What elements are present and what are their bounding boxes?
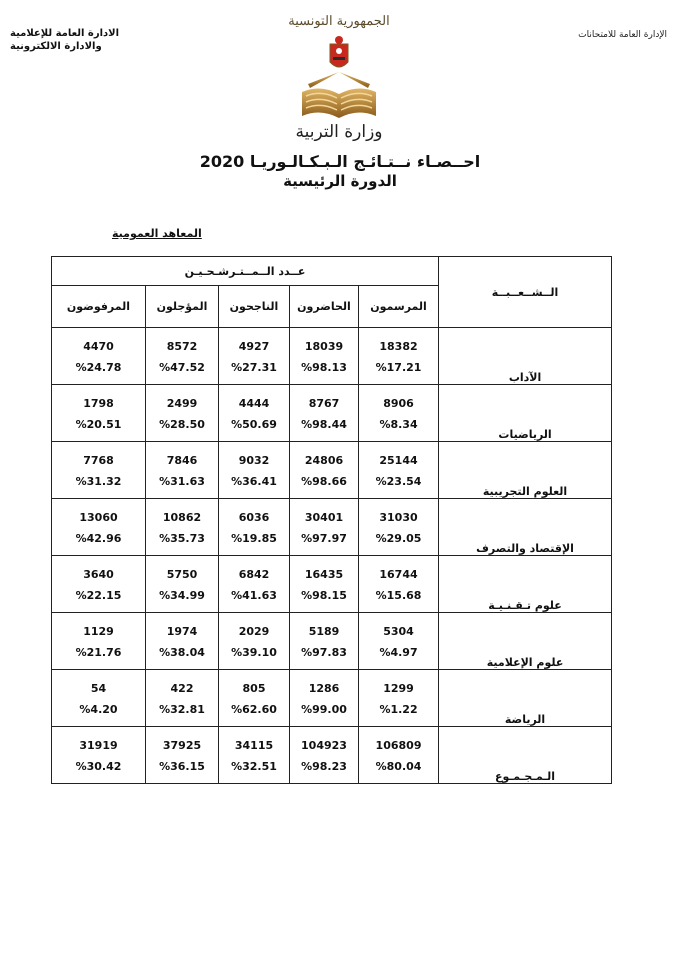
emblem-ministry-text: وزارة التربية [295,122,383,142]
branch-label: علوم الإعلامية [486,656,564,669]
cell-count: 18039 [304,340,344,353]
cell-percent: %98.23 [301,760,347,773]
cell-count: 16435 [304,568,344,581]
cell-count: 2499 [166,397,198,410]
branch-cell [439,556,612,613]
cell-percent: %4.20 [79,703,118,716]
cell-count: 6036 [238,511,270,524]
table-cell [219,499,290,556]
cell-count: 37925 [162,739,202,752]
cell-count: 1286 [308,682,340,695]
table-cell [52,556,146,613]
header-left [10,27,210,53]
header-left-line1: الادارة العامة للإعلامية [10,28,120,39]
cell-count: 31919 [79,739,118,752]
table-row [52,499,612,556]
column-header: المرفوضون [52,286,146,328]
section-label: المعاهد العمومية [112,227,202,240]
table-cell [219,385,290,442]
cell-percent: %97.97 [301,532,347,545]
ministry-emblem [288,14,390,142]
table-cell [146,556,219,613]
cell-count: 106809 [375,739,422,752]
cell-percent: %32.51 [231,760,277,773]
cell-percent: %99.00 [301,703,347,716]
cell-count: 1129 [83,625,114,638]
cell-percent: %21.76 [75,646,122,659]
column-header: المؤجلون [146,286,219,328]
table-cell [52,499,146,556]
branch-label: الآداب [508,371,542,384]
table-cell [146,670,219,727]
column-header: الحاضرون [290,286,359,328]
table-cell [359,385,439,442]
table-cell [52,328,146,385]
branch-label: الـمـجـمـوع [495,770,556,783]
cell-percent: %17.21 [375,361,422,374]
cell-percent: %47.52 [159,361,205,374]
branch-label: الرياضيات [498,428,552,441]
cell-percent: %31.63 [159,475,205,488]
cell-percent: %22.15 [75,589,122,602]
branch-cell [439,385,612,442]
cell-count: 8906 [383,397,414,410]
cell-percent: %98.15 [301,589,347,602]
branch-cell [439,499,612,556]
cell-count: 18382 [379,340,418,353]
table-cell [359,613,439,670]
table-cell [146,328,219,385]
cell-percent: %29.05 [375,532,422,545]
branch-label: الإقتصاد والتصرف [476,542,574,555]
table-row [52,556,612,613]
cell-count: 34115 [234,739,274,752]
column-header: الناجحون [219,286,290,328]
table-cell [290,613,359,670]
page-subtitle: الدورة الرئيسية [283,172,397,190]
cell-count: 8572 [166,340,198,353]
cell-count: 422 [170,682,194,695]
cell-count: 3640 [83,568,114,581]
cell-percent: %34.99 [159,589,205,602]
page-title: احــصـاء نــتـائـج الـبـكـالـوريـا 2020 [199,152,481,171]
cell-count: 4927 [238,340,270,353]
table-cell [146,613,219,670]
cell-percent: %38.04 [159,646,205,659]
cell-percent: %24.78 [75,361,122,374]
cell-percent: %36.15 [159,760,205,773]
group-header: عــدد الــمــتـرشـحـيـن [52,257,439,286]
branch-cell [439,727,612,784]
branch-label: الرياضة [504,713,546,726]
cell-count: 10862 [162,511,202,524]
cell-percent: %28.50 [159,418,205,431]
cell-count: 1974 [166,625,198,638]
cell-percent: %35.73 [159,532,205,545]
table-cell [359,328,439,385]
cell-percent: %39.10 [231,646,277,659]
table-cell [290,670,359,727]
table-cell [290,328,359,385]
cell-count: 8767 [308,397,340,410]
cell-percent: %4.97 [379,646,418,659]
branch-header: الــشــعــبــة [439,257,612,328]
table-cell [219,556,290,613]
header-right: الإدارة العامة للامتحانات [578,30,667,40]
table-cell [290,727,359,784]
cell-percent: %32.81 [159,703,205,716]
cell-count: 25144 [379,454,418,467]
cell-count: 5304 [383,625,414,638]
table-cell [52,727,146,784]
cell-percent: %41.63 [231,589,277,602]
table-row [52,328,612,385]
cell-percent: %80.04 [375,760,422,773]
table-cell [359,727,439,784]
cell-count: 4444 [238,397,270,410]
cell-count: 24806 [304,454,344,467]
table-cell [359,499,439,556]
branch-label: العلوم التجريبية [482,485,568,498]
cell-percent: %30.42 [75,760,122,773]
cell-count: 1798 [83,397,114,410]
table-cell [290,442,359,499]
cell-percent: %98.13 [301,361,347,374]
cell-percent: %36.41 [231,475,277,488]
table-cell [219,727,290,784]
cell-count: 7846 [166,454,198,467]
cell-percent: %31.32 [75,475,122,488]
table-cell [290,556,359,613]
cell-count: 13060 [79,511,118,524]
cell-count: 4470 [83,340,114,353]
cell-percent: %15.68 [375,589,422,602]
cell-percent: %8.34 [379,418,418,431]
branch-cell [439,613,612,670]
table-cell [52,670,146,727]
cell-count: 9032 [238,454,270,467]
emblem-republic-text: الجمهورية التونسية [288,14,390,29]
cell-percent: %98.44 [301,418,347,431]
cell-percent: %27.31 [231,361,277,374]
cell-percent: %23.54 [375,475,422,488]
table-cell [146,385,219,442]
cell-count: 54 [90,682,107,695]
table-cell [219,328,290,385]
table-cell [359,670,439,727]
cell-percent: %42.96 [75,532,122,545]
table-cell [290,385,359,442]
table-cell [52,385,146,442]
table-row [52,670,612,727]
cell-percent: %62.60 [231,703,277,716]
column-header: المرسمون [359,286,439,328]
branch-cell [439,442,612,499]
table-cell [146,727,219,784]
table-cell [52,613,146,670]
cell-count: 1299 [383,682,414,695]
cell-percent: %98.66 [301,475,347,488]
table-row [52,385,612,442]
table-cell [146,442,219,499]
cell-percent: %97.83 [301,646,347,659]
table-cell [359,442,439,499]
cell-percent: %1.22 [379,703,418,716]
cell-count: 30401 [304,511,344,524]
cell-percent: %20.51 [75,418,122,431]
table-cell [146,499,219,556]
cell-count: 7768 [83,454,114,467]
cell-count: 104923 [301,739,347,752]
cell-count: 6842 [238,568,270,581]
table-row [52,442,612,499]
cell-count: 805 [242,682,266,695]
results-table [51,256,612,784]
header-left-line2: والادارة الالكترونية [10,41,102,52]
table-cell [219,613,290,670]
cell-percent: %50.69 [231,418,277,431]
branch-label: علوم تـقـنـيـة [488,599,562,612]
table-row [52,727,612,784]
cell-count: 5189 [308,625,340,638]
table-cell [290,499,359,556]
table-cell [219,670,290,727]
cell-count: 5750 [166,568,198,581]
cell-count: 16744 [379,568,418,581]
branch-cell [439,670,612,727]
table-row [52,613,612,670]
table-cell [52,442,146,499]
cell-count: 31030 [379,511,418,524]
table-cell [219,442,290,499]
table-cell [359,556,439,613]
cell-count: 2029 [238,625,270,638]
cell-percent: %19.85 [231,532,277,545]
branch-cell [439,328,612,385]
